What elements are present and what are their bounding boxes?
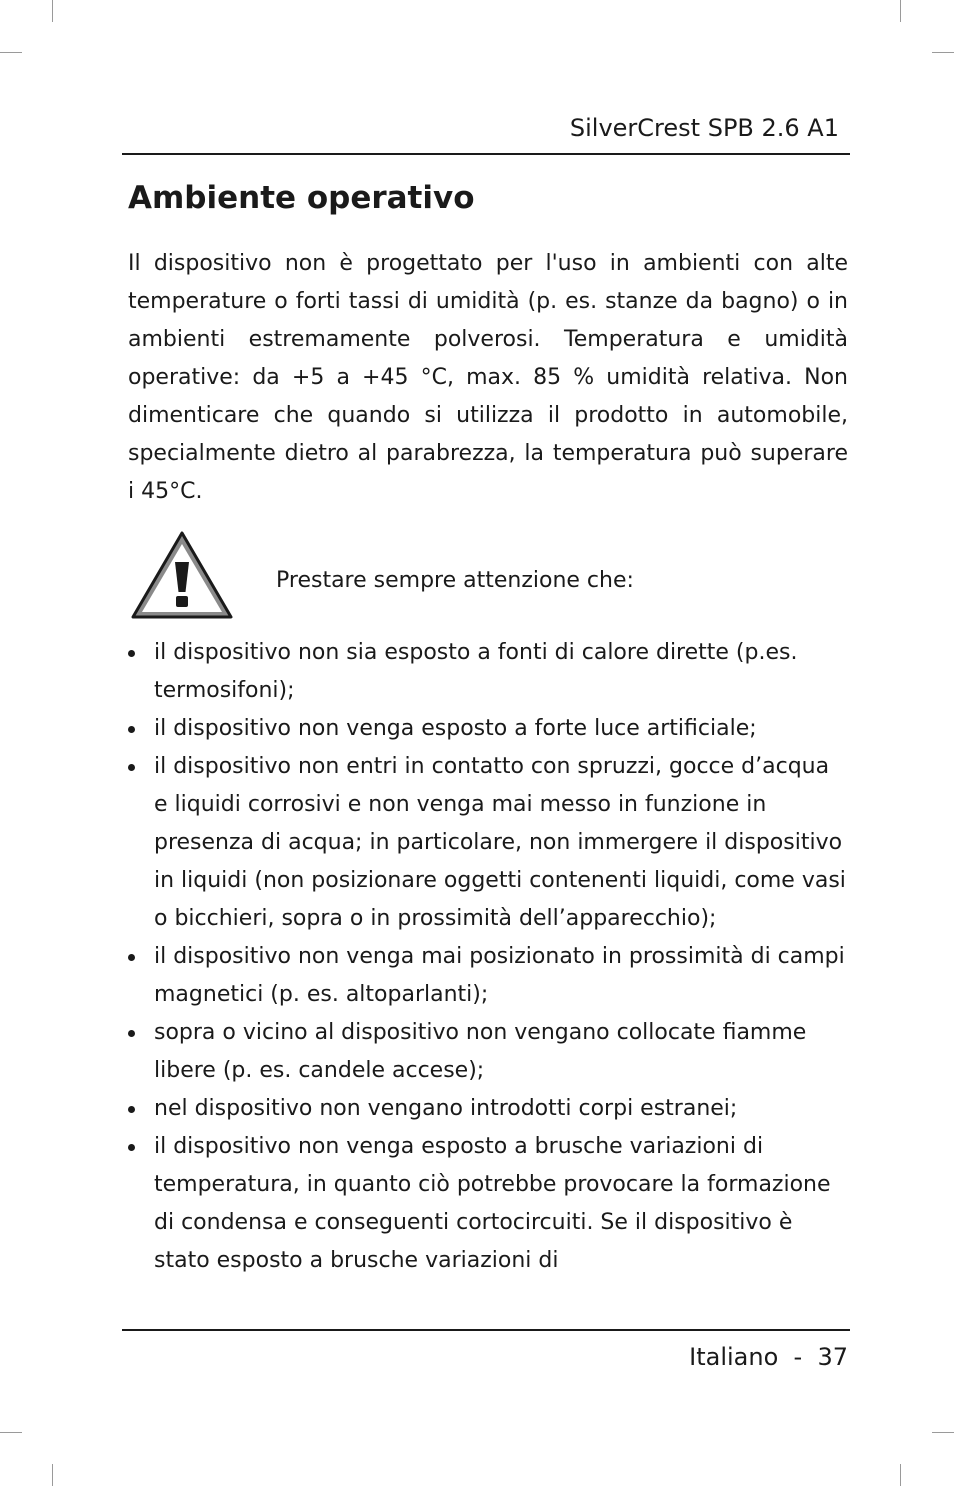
list-item: il dispositivo non venga mai posizionato in prossimità di campi magnetici (p. es. altoparlanti);: [128, 938, 848, 1014]
crop-mark: [0, 1432, 22, 1433]
crop-mark: [0, 52, 22, 53]
bullet-icon: [128, 1106, 135, 1113]
crop-mark: [900, 0, 901, 22]
bullet-icon: [128, 1144, 135, 1151]
crop-mark: [900, 1464, 901, 1486]
footer-rule: [122, 1329, 850, 1331]
list-item: sopra o vicino al dispositivo non vengano collocate fiamme libere (p. es. candele accese);: [128, 1014, 848, 1090]
header-rule: [122, 153, 850, 155]
page-footer: Italiano - 37: [689, 1343, 848, 1371]
list-item: il dispositivo non entri in contatto con spruzzi, gocce d’acqua e liquidi corrosivi e non venga mai messo in funzione in presenza di acqua; in particolare, non immergere il dispositivo in liquidi (non posizionare oggetti contenenti liquidi, come vasi o bicchieri, sopra o in prossimità dell’apparecchio);: [128, 748, 848, 938]
list-item: il dispositivo non sia esposto a fonti di calore dirette (p.es. termosifoni);: [128, 634, 848, 710]
page-header: SilverCrest SPB 2.6 A1: [569, 114, 839, 142]
warning-text: Prestare sempre attenzione che:: [276, 568, 634, 593]
bullet-icon: [128, 764, 135, 771]
crop-mark: [52, 1464, 53, 1486]
crop-mark: [932, 1432, 954, 1433]
bullet-icon: [128, 726, 135, 733]
crop-mark: [52, 0, 53, 22]
bullet-icon: [128, 1030, 135, 1037]
bullet-icon: [128, 650, 135, 657]
crop-mark: [932, 52, 954, 53]
list-item: il dispositivo non venga esposto a brusche variazioni di temperatura, in quanto ciò potrebbe provocare la formazione di condensa e conseguenti cortocircuiti. Se il dispositivo è stato esposto a brusche variazioni di: [128, 1128, 848, 1280]
warning-triangle-icon: [130, 530, 234, 620]
precautions-list: [128, 634, 848, 1280]
list-item: il dispositivo non venga esposto a forte luce artificiale;: [128, 710, 848, 748]
list-item: nel dispositivo non vengano introdotti corpi estranei;: [128, 1090, 848, 1128]
section-title: Ambiente operativo: [128, 180, 475, 216]
body-paragraph: Il dispositivo non è progettato per l'uso in ambienti con alte temperature o forti tassi di umidità (p. es. stanze da bagno) o in ambienti estremamente polverosi. Temperatura e umidità operative: da +5 a +45 °C, max. 85 % umidità relativa. Non dimenticare che quando si utilizza il prodotto in automobile, specialmente dietro al parabrezza, la temperatura può superare i 45°C.: [128, 251, 848, 504]
bullet-icon: [128, 954, 135, 961]
